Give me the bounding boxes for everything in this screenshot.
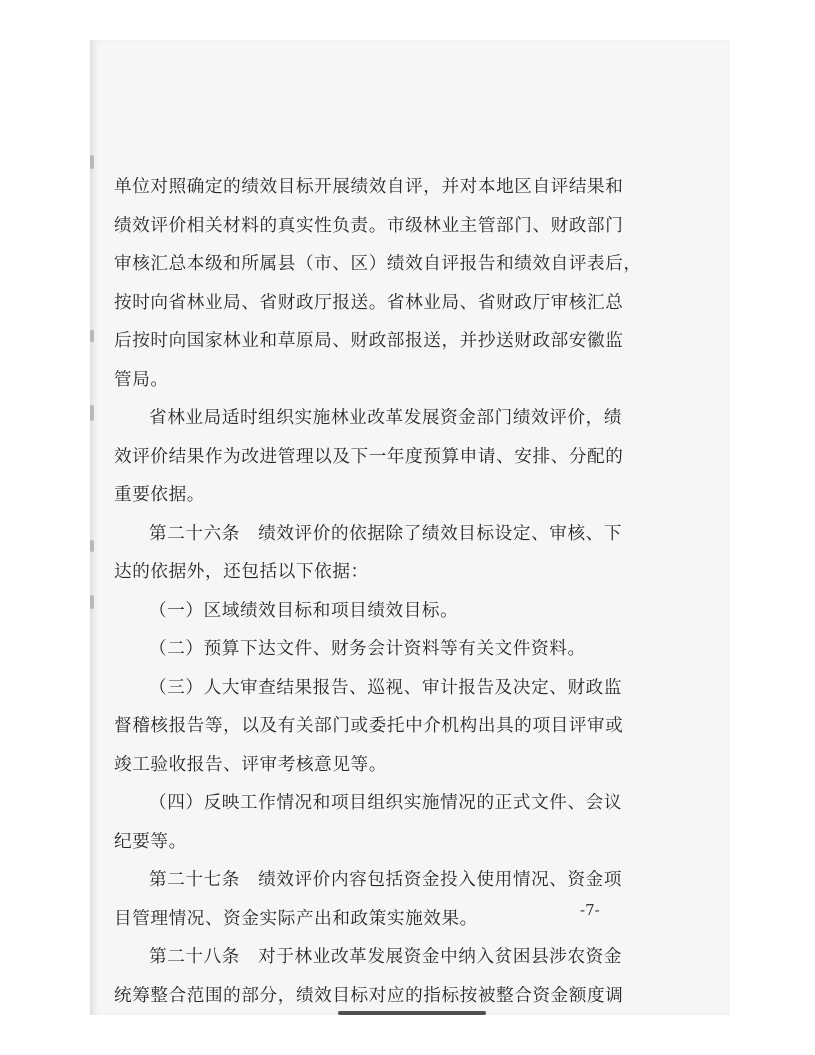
- body-line: 重要依据。: [114, 485, 205, 505]
- list-item-3: （三）人大审查结果报告、巡视、审计报告及决定、财政监: [149, 677, 623, 698]
- binding-mark: [90, 540, 94, 552]
- article-28-heading-line: 第二十八条 对于林业改革发展资金中纳入贫困县涉农资金: [149, 947, 623, 967]
- document-body: [114, 168, 642, 1015]
- binding-mark: [90, 330, 94, 342]
- body-line: 督稽核报告等，以及有关部门或委托中介机构出具的项目评审或: [114, 716, 624, 736]
- scan-smear: [338, 1011, 486, 1015]
- body-line: 达的依据外，还包括以下依据：: [114, 562, 369, 582]
- list-item-2: （二）预算下达文件、财务会计资料等有关文件资料。: [149, 639, 586, 659]
- body-line: 按时向省林业局、省财政厅报送。省林业局、省财政厅审核汇总: [114, 292, 624, 313]
- body-line: 后按时向国家林业和草原局、财政部报送，并抄送财政部安徽监: [114, 331, 624, 351]
- page-number: -7-: [580, 901, 600, 919]
- body-line: 竣工验收报告、评审考核意见等。: [114, 754, 387, 775]
- body-line: 目管理情况、资金实际产出和政策实施效果。: [114, 908, 478, 929]
- article-27-heading-line: 第二十七条 绩效评价内容包括资金投入使用情况、资金项: [149, 870, 623, 890]
- body-line: 单位对照确定的绩效目标开展绩效自评，并对本地区自评结果和: [114, 177, 624, 197]
- binding-mark: [90, 595, 94, 609]
- list-item-4: （四）反映工作情况和项目组织实施情况的正式文件、会议: [149, 793, 623, 813]
- body-line: 绩效评价相关材料的真实性负责。市级林业主管部门、财政部门: [114, 215, 624, 236]
- binding-mark: [90, 405, 94, 421]
- paragraph-start-line: 省林业局适时组织实施林业改革发展资金部门绩效评价，绩: [149, 408, 623, 428]
- body-line: 管局。: [114, 369, 169, 390]
- binding-mark: [90, 155, 94, 169]
- body-line: 审核汇总本级和所属县（市、区）绩效自评报告和绩效自评表后，: [114, 254, 642, 274]
- list-item-1: （一）区域绩效目标和项目绩效目标。: [149, 600, 459, 621]
- article-26-heading-line: 第二十六条 绩效评价的依据除了绩效目标设定、审核、下: [149, 523, 623, 544]
- body-line: 纪要等。: [114, 831, 187, 852]
- body-line: 统筹整合范围的部分，绩效目标对应的指标按被整合资金额度调: [114, 985, 624, 1006]
- body-line: 效评价结果作为改进管理以及下一年度预算申请、安排、分配的: [114, 446, 624, 467]
